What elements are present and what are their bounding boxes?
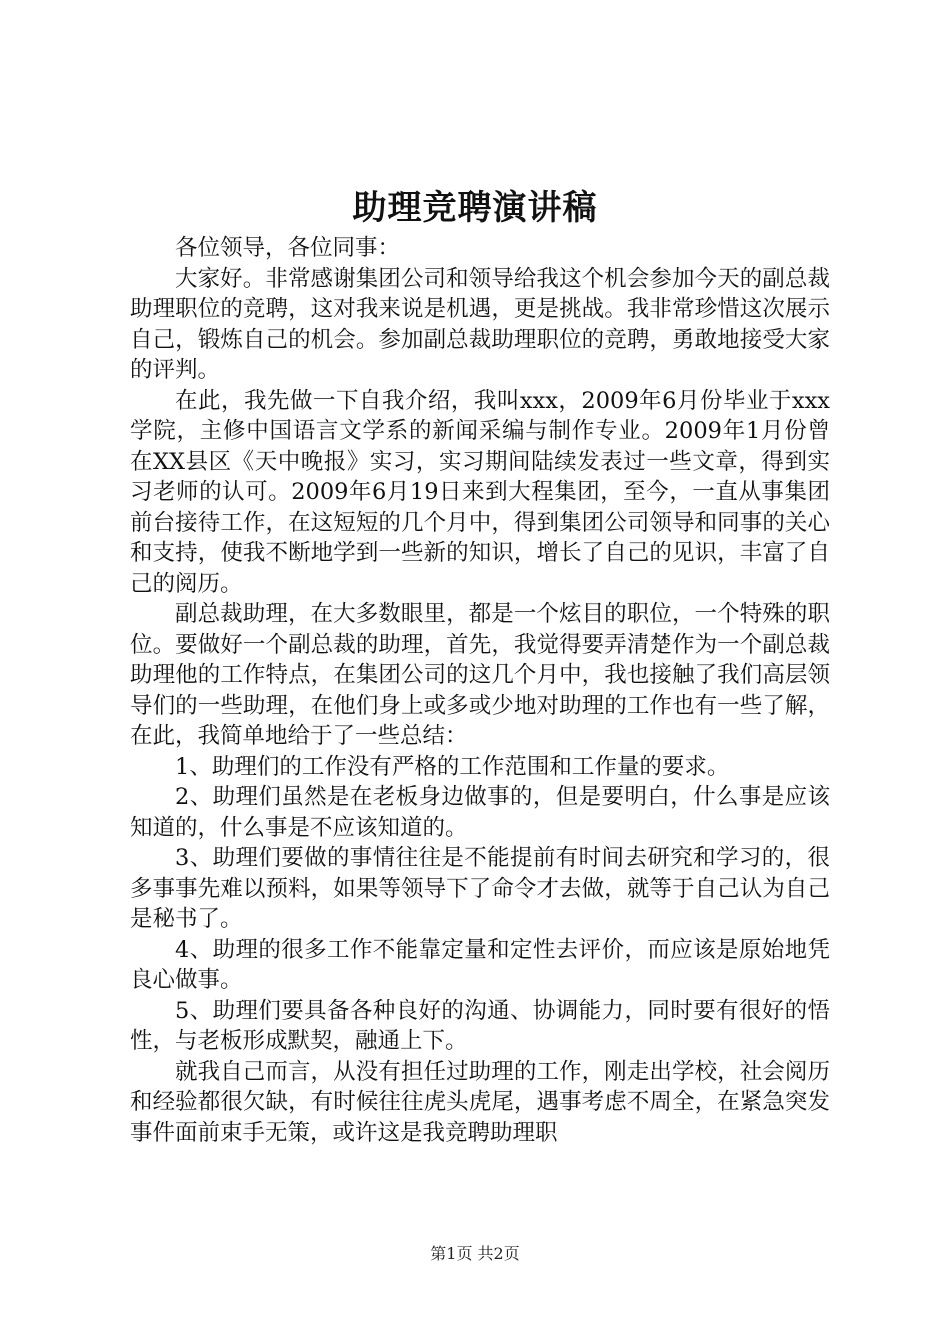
list-item-paragraph: 2、助理们虽然是在老板身边做事的，但是要明白，什么事是应该知道的，什么事是不应该知道的。	[130, 784, 830, 841]
document-title: 助理竞聘演讲稿	[352, 188, 598, 228]
list-item-paragraph: 1、助理们的工作没有严格的工作范围和工作量的要求。	[175, 753, 730, 780]
list-item-paragraph: 3、助理们要做的事情往往是不能提前有时间去研究和学习的，很多事事先难以预料，如果等领导下了命令才去做，就等于自己认为自己是秘书了。	[130, 845, 830, 932]
list-item-paragraph: 5、助理们要具备各种良好的沟通、协调能力，同时要有很好的悟性，与老板形成默契，融通上下。	[130, 997, 830, 1054]
body-paragraph: 副总裁助理，在大多数眼里，都是一个炫目的职位，一个特殊的职位。要做好一个副总裁的助理，首先，我觉得要弄清楚作为一个副总裁助理他的工作特点，在集团公司的这几个月中，我也接触了我们高层领导们的一些助理，在他们身上或多或少地对助理的工作也有一些了解，在此，我简单地给于了一些总结：	[130, 601, 830, 749]
body-paragraph: 就我自己而言，从没有担任过助理的工作，刚走出学校，社会阅历和经验都很欠缺，有时候往往虎头虎尾，遇事考虑不周全，在紧急突发事件面前束手无策，或许这是我竞聘助理职	[130, 1058, 830, 1146]
page-total: 共2页	[477, 1244, 520, 1263]
page-footer	[0, 1243, 950, 1265]
page-number: 第1页	[430, 1244, 473, 1263]
body-paragraph: 大家好。非常感谢集团公司和领导给我这个机会参加今天的副总裁助理职位的竞聘，这对我来说是机遇，更是挑战。我非常珍惜这次展示自己，锻炼自己的机会。参加副总裁助理职位的竞聘，勇敢地接受大家的评判。	[130, 265, 830, 383]
document-body	[130, 233, 830, 1148]
salutation-paragraph: 各位领导，各位同事：	[175, 235, 401, 261]
list-item-paragraph: 4、助理的很多工作不能靠定量和定性去评价，而应该是原始地凭良心做事。	[130, 936, 830, 993]
body-paragraph: 在此，我先做一下自我介绍，我叫xxx，2009年6月份毕业于xxx学院，主修中国语言文学系的新闻采编与制作专业。2009年1月份曾在XX县区《天中晚报》实习，实习期间陆续发表过一些文章，得到实习老师的认可。2009年6月19日来到大程集团，至今，一直从事集团前台接待工作，在这短短的几个月中，得到集团公司领导和同事的关心和支持，使我不断地学到一些新的知识，增长了自己的见识，丰富了自己的阅历。	[130, 387, 830, 597]
